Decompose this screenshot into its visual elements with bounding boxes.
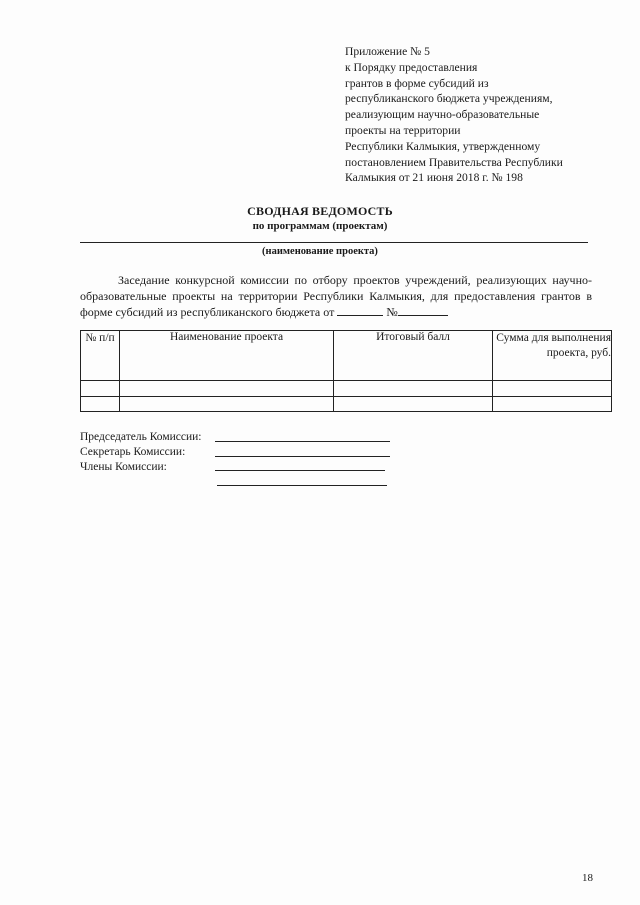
table-row xyxy=(81,397,612,412)
table-cell xyxy=(120,397,334,412)
number-blank xyxy=(398,304,448,316)
members-signature-row xyxy=(80,460,201,475)
table-header-row xyxy=(81,331,612,381)
table-cell xyxy=(493,381,612,397)
chairman-signature-line xyxy=(215,440,390,442)
secretary-signature-row xyxy=(80,445,201,460)
table-cell xyxy=(120,381,334,397)
number-sign: № xyxy=(386,305,398,319)
members-signature-line-1 xyxy=(215,469,385,471)
members-label: Члены Комиссии: xyxy=(80,461,167,473)
header-project-name: Наименование проекта xyxy=(120,331,334,381)
members-signature-line-2 xyxy=(217,484,387,486)
date-blank xyxy=(337,304,383,316)
appendix-line: реализующим научно-образовательные xyxy=(345,108,540,122)
header-total-score: Итоговый балл xyxy=(334,331,493,381)
secretary-label: Секретарь Комиссии: xyxy=(80,446,186,458)
document-subtitle: по программам (проектам) xyxy=(252,220,388,232)
chairman-label: Председатель Комиссии: xyxy=(80,431,202,443)
table-row xyxy=(81,381,612,397)
table-cell xyxy=(334,397,493,412)
appendix-line: Республики Калмыкия, утвержденному xyxy=(345,139,541,153)
secretary-signature-line xyxy=(215,455,390,457)
header-amount: Сумма для выполнения проекта, руб. xyxy=(493,331,612,381)
header-number: № п/п xyxy=(81,331,120,381)
table-cell xyxy=(334,381,493,397)
document-title: СВОДНАЯ ВЕДОМОСТЬ xyxy=(247,204,393,218)
summary-table xyxy=(80,330,612,412)
table-cell xyxy=(493,397,612,412)
page-number: 18 xyxy=(582,872,593,884)
project-name-caption: (наименование проекта) xyxy=(262,246,378,257)
paragraph-text: Заседание конкурсной комиссии по отбору проектов учреждений, реализующих научно-образовательные проекты на территории Республики Калмыкия, для предоставления грантов в форме субсидий из республиканского бюджета от xyxy=(80,273,592,319)
appendix-line: грантов в форме субсидий из xyxy=(345,76,489,90)
signatures-block xyxy=(80,430,201,475)
appendix-line: проекты на территории xyxy=(345,123,461,137)
appendix-line: Калмыкия от 21 июня 2018 г. № 198 xyxy=(345,171,523,185)
meeting-paragraph xyxy=(80,273,592,321)
table-cell xyxy=(81,397,120,412)
appendix-line: Приложение № 5 xyxy=(345,45,430,58)
appendix-line: постановлением Правительства Республики xyxy=(345,155,563,169)
table-cell xyxy=(81,381,120,397)
appendix-line: республиканского бюджета учреждениям, xyxy=(345,92,553,106)
appendix-note xyxy=(345,44,615,186)
appendix-line: к Порядку предоставления xyxy=(345,60,478,74)
chairman-signature-row xyxy=(80,430,201,445)
project-name-fill-line xyxy=(80,242,588,243)
